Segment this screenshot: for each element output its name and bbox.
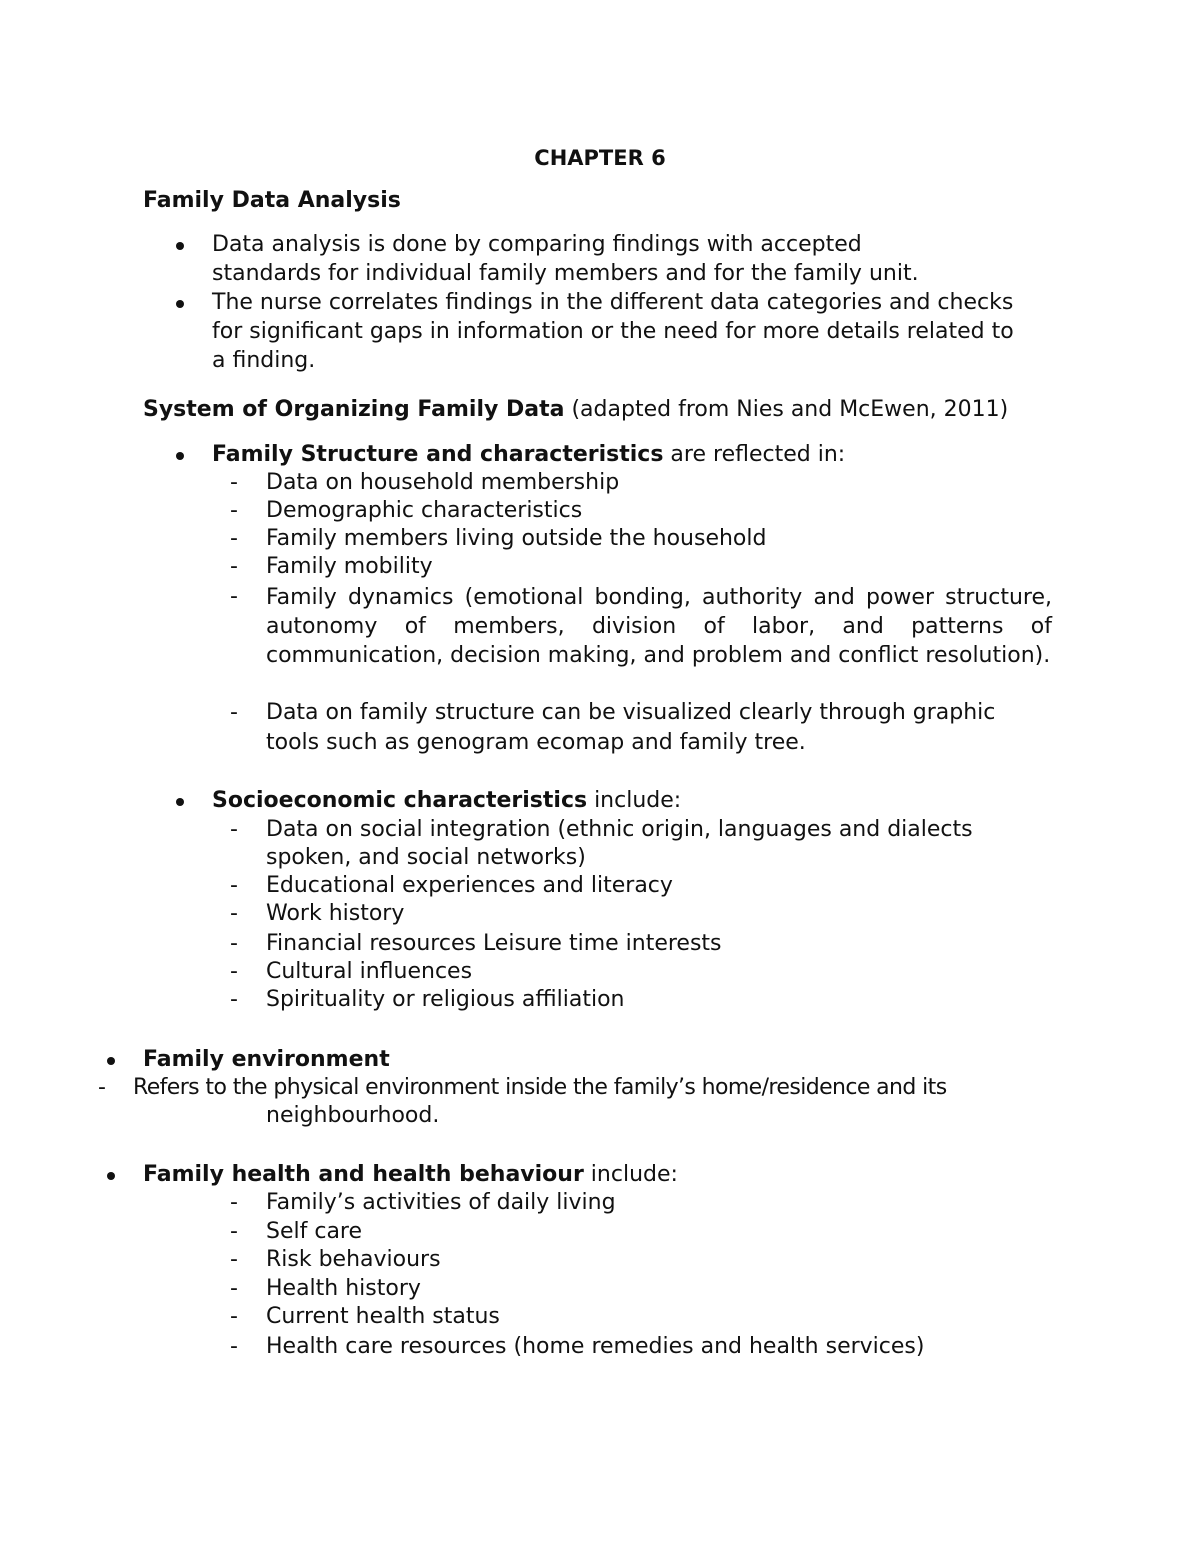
list-item: Data on social integration (ethnic origin, languages and dialects (266, 817, 973, 842)
list-item: Educational experiences and literacy (266, 873, 673, 898)
list-item: Data on household membership (266, 470, 620, 495)
dash-marker: - (230, 931, 238, 956)
dash-marker: - (230, 1190, 238, 1215)
dash-marker: - (230, 873, 238, 898)
dash-marker: - (230, 959, 238, 984)
dash-marker: - (230, 1304, 238, 1329)
bullet-text-line: The nurse correlates findings in the different data categories and checks (212, 290, 1014, 315)
dash-marker: - (230, 526, 238, 551)
dash-marker: - (230, 817, 238, 842)
bullet-text-line: standards for individual family members and for the family unit. (212, 261, 919, 286)
bullet-bold-label: Family Structure and characteristics (212, 442, 664, 467)
dash-marker: - (230, 554, 238, 579)
bullet-family-health (143, 1161, 678, 1189)
list-item-continuation: tools such as genogram ecomap and family tree. (266, 730, 806, 755)
bullet-family-structure (212, 441, 845, 469)
dash-marker: - (230, 901, 238, 926)
dash-marker: - (230, 584, 238, 609)
list-item: Demographic characteristics (266, 498, 583, 523)
list-item: Financial resources Leisure time interests (266, 931, 722, 956)
dash-marker: - (230, 1219, 238, 1244)
bullet-text-line: a finding. (212, 348, 316, 373)
dash-marker: - (98, 1075, 106, 1100)
bullet-icon (176, 798, 184, 806)
dash-marker: - (230, 700, 238, 725)
section-heading-system-of-organizing (143, 396, 1008, 424)
list-item: Family’s activities of daily living (266, 1190, 616, 1215)
dash-marker: - (230, 987, 238, 1012)
list-item: Cultural influences (266, 959, 473, 984)
bullet-icon (176, 300, 184, 308)
bullet-icon (107, 1172, 115, 1180)
bullet-socioeconomic (212, 787, 681, 815)
list-item: Work history (266, 901, 405, 926)
bullet-bold-label: Family health and health behaviour (143, 1162, 584, 1187)
bullet-bold-label: Socioeconomic characteristics (212, 788, 588, 813)
list-item: Risk behaviours (266, 1247, 441, 1272)
chapter-title: CHAPTER 6 (534, 146, 666, 170)
bullet-icon (176, 452, 184, 460)
bullet-label-rest: are reflected in: (663, 442, 846, 467)
bullet-icon (176, 242, 184, 250)
list-item: Family members living outside the household (266, 526, 767, 551)
list-item: Self care (266, 1219, 363, 1244)
list-item: Current health status (266, 1304, 500, 1329)
bullet-icon (107, 1057, 115, 1065)
list-item: Health care resources (home remedies and health services) (266, 1334, 925, 1359)
list-item: Data on family structure can be visualized clearly through graphic (266, 700, 996, 725)
bullet-text-line: Data analysis is done by comparing findings with accepted (212, 232, 862, 257)
dash-marker: - (230, 1334, 238, 1359)
dash-marker: - (230, 1276, 238, 1301)
list-item: Family mobility (266, 554, 433, 579)
list-item-continuation: neighbourhood. (266, 1103, 440, 1128)
dash-marker: - (230, 1247, 238, 1272)
section-heading-family-data-analysis: Family Data Analysis (143, 188, 401, 213)
dash-marker: - (230, 498, 238, 523)
heading-citation: (adapted from Nies and McEwen, 2011) (564, 397, 1009, 422)
heading-bold: System of Organizing Family Data (143, 397, 565, 422)
list-item-continuation: spoken, and social networks) (266, 845, 586, 870)
list-item: Health history (266, 1276, 421, 1301)
list-item: Refers to the physical environment inside the family’s home/residence and its (133, 1075, 947, 1100)
dash-marker: - (230, 470, 238, 495)
list-item-family-dynamics: Family dynamics (emotional bonding, authority and power structure, autonomy of members, division of labor, and patterns of communication, decision making, and problem and conflict resolution). (266, 585, 1052, 668)
bullet-label-rest: include: (587, 788, 682, 813)
bullet-family-environment: Family environment (143, 1047, 390, 1072)
bullet-text-line: for significant gaps in information or the need for more details related to (212, 319, 1014, 344)
bullet-label-rest: include: (583, 1162, 678, 1187)
list-item: Spirituality or religious affiliation (266, 987, 625, 1012)
